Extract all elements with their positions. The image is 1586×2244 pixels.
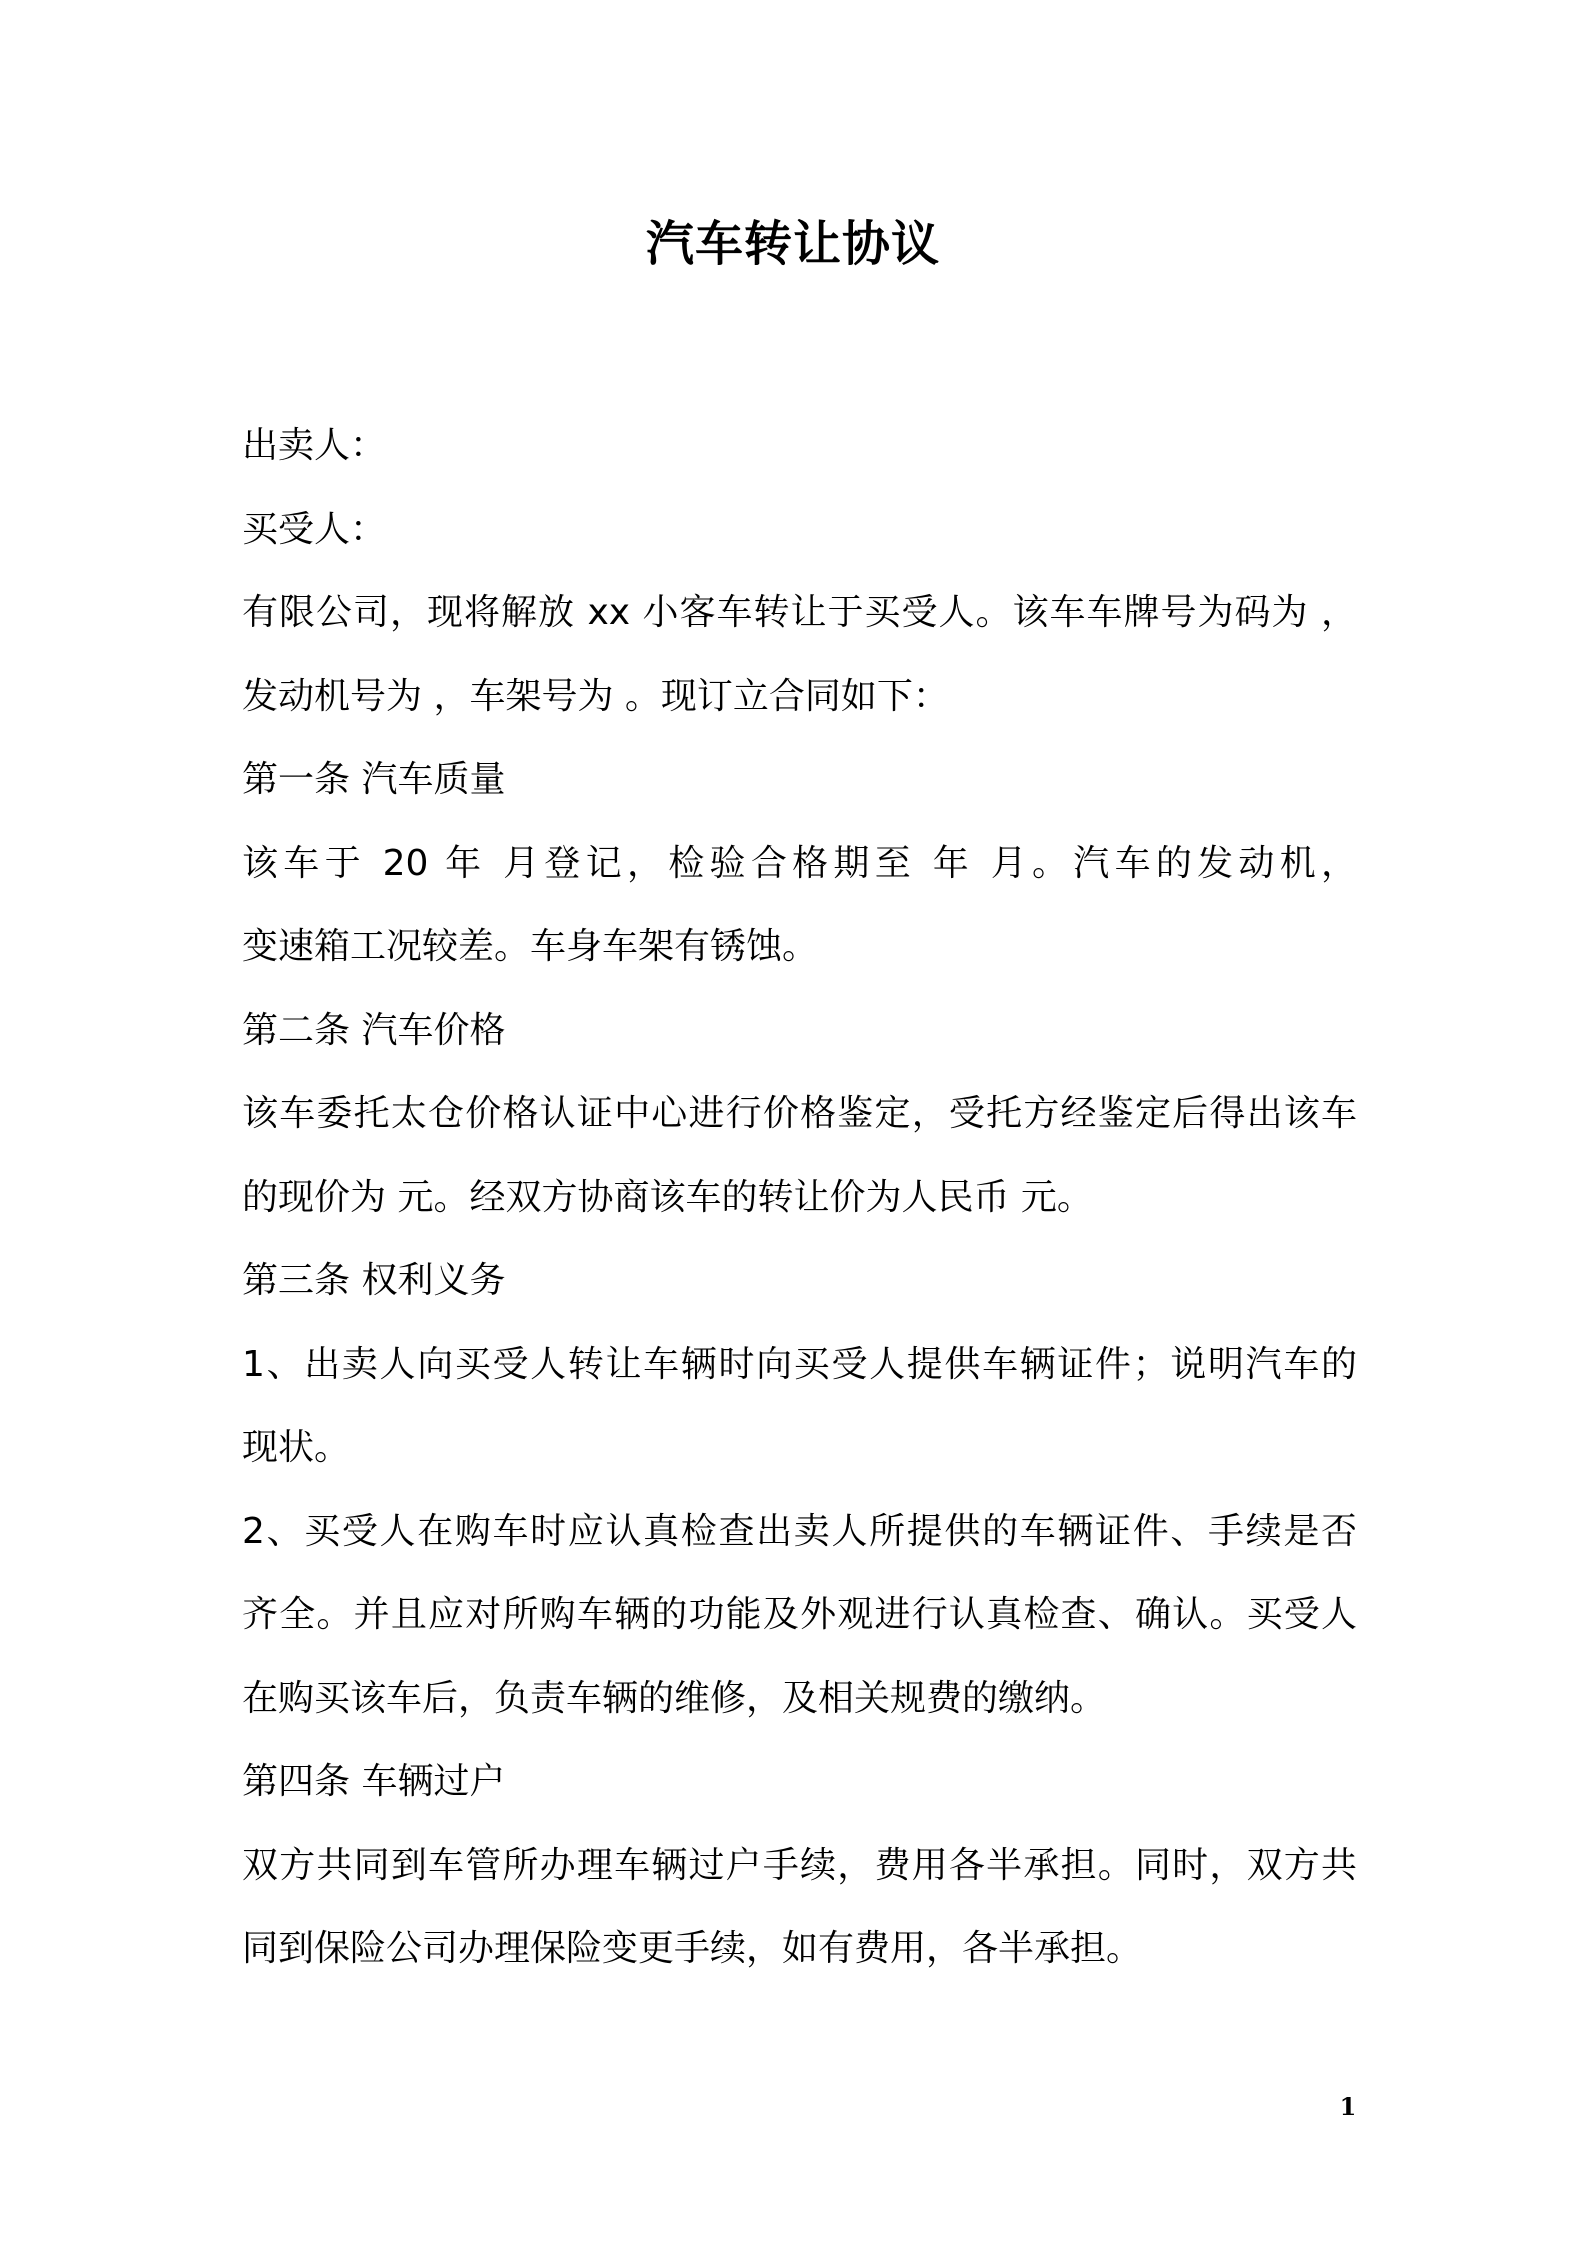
buyer-line: 买受人： — [242, 508, 387, 550]
paragraph-line: 该车于 20 年 月登记，检验合格期至 年 月。汽车的发动机， — [242, 842, 1357, 884]
document-body — [242, 404, 1357, 1991]
paragraph-line: 的现价为 元。经双方协商该车的转让价为人民币 元。 — [242, 1176, 1093, 1218]
paragraph-line: 在购买该车后，负责车辆的维修，及相关规费的缴纳。 — [242, 1677, 1107, 1719]
paragraph-line: 变速箱工况较差。车身车架有锈蚀。 — [242, 926, 819, 967]
article-heading: 第四条 车辆过户 — [242, 1761, 506, 1802]
paragraph-line: 发动机号为 ，车架号为 。现订立合同如下： — [242, 675, 949, 717]
paragraph-line: 齐全。并且应对所购车辆的功能及外观进行认真检查、确认。买受人 — [242, 1594, 1357, 1635]
seller-line: 出卖人： — [242, 425, 387, 466]
document-title: 汽车转让协议 — [645, 216, 940, 272]
article-heading: 第一条 汽车质量 — [242, 759, 506, 800]
paragraph-line: 有限公司，现将解放 xx 小客车转让于买受人。该车车牌号为码为 ， — [242, 592, 1357, 633]
paragraph-line: 该车委托太仓价格认证中心进行价格鉴定，受托方经鉴定后得出该车 — [242, 1093, 1357, 1134]
article-heading: 第三条 权利义务 — [242, 1260, 506, 1301]
paragraph-line: 1、出卖人向买受人转让车辆时向买受人提供车辆证件；说明汽车的 — [242, 1343, 1357, 1385]
paragraph-line: 双方共同到车管所办理车辆过户手续，费用各半承担。同时，双方共 — [242, 1844, 1357, 1886]
paragraph-line: 现状。 — [242, 1427, 351, 1468]
article-heading: 第二条 汽车价格 — [242, 1009, 506, 1051]
paragraph-line: 2、买受人在购车时应认真检查出卖人所提供的车辆证件、手续是否 — [242, 1510, 1357, 1552]
page-number: 1 — [1339, 2092, 1357, 2121]
paragraph-line: 同到保险公司办理保险变更手续，如有费用，各半承担。 — [242, 1928, 1143, 1969]
